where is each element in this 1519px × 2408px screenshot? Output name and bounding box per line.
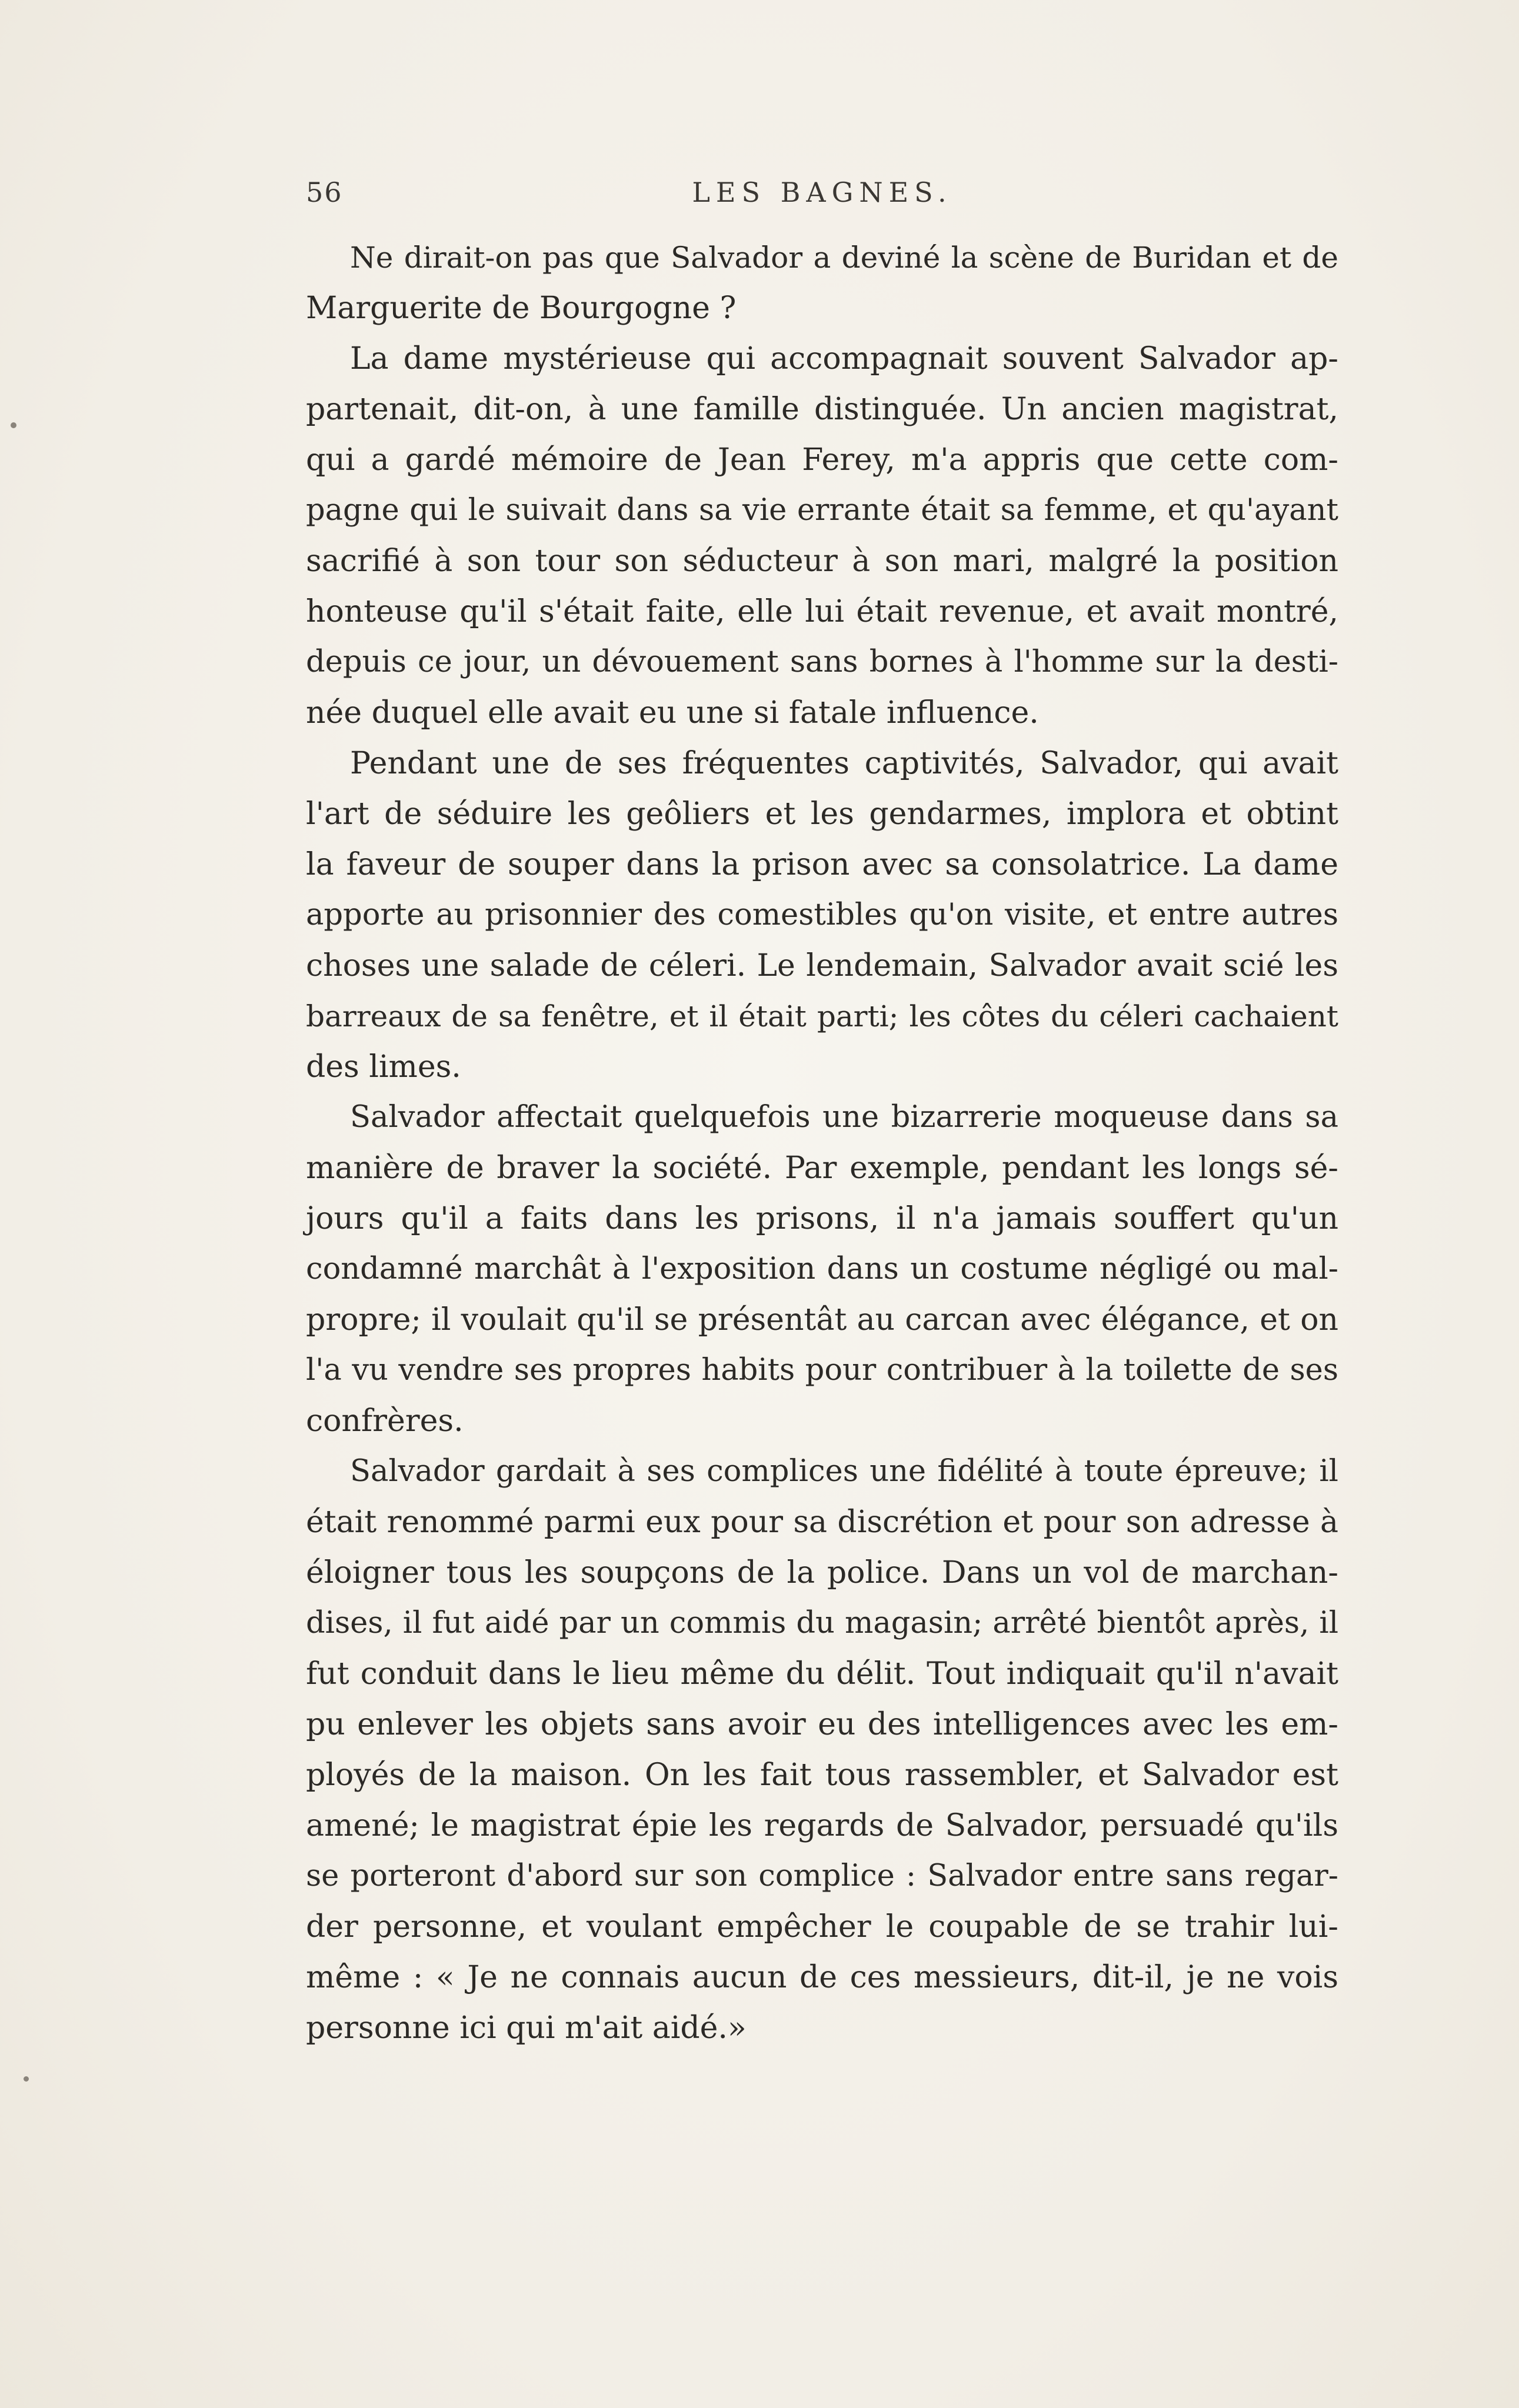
- text-line: condamné marchât à l'exposition dans un costume négligé ou mal-: [306, 1252, 1338, 1286]
- text-line: depuis ce jour, un dévouement sans bornes à l'homme sur la desti-: [306, 645, 1338, 679]
- text-line: partenait, dit-on, à une famille distinguée. Un ancien magistrat,: [306, 392, 1338, 427]
- text-line: choses une salade de céleri. Le lendemain, Salvador avait scié les: [306, 948, 1338, 983]
- text-line: La dame mystérieuse qui accompagnait souvent Salvador ap-: [350, 341, 1338, 376]
- text-line: l'a vu vendre ses propres habits pour contribuer à la toilette de ses: [306, 1353, 1338, 1388]
- text-line: confrères.: [306, 1403, 464, 1439]
- text-line: éloigner tous les soupçons de la police. Dans un vol de marchan-: [306, 1555, 1338, 1590]
- text-line: sacrifié à son tour son séducteur à son mari, malgré la position: [306, 543, 1338, 579]
- text-line: pu enlever les objets sans avoir eu des intelligences avec les em-: [306, 1707, 1338, 1742]
- page-number: 56: [306, 176, 343, 208]
- text-line: dises, il fut aidé par un commis du magasin; arrêté bientôt après, il: [306, 1606, 1338, 1640]
- text-line: Marguerite de Bourgogne ?: [306, 291, 737, 326]
- text-line: se porteront d'abord sur son complice : Salvador entre sans regar-: [306, 1859, 1338, 1893]
- text-line: der personne, et voulant empêcher le coupable de se trahir lui-: [306, 1909, 1338, 1945]
- text-line: amené; le magistrat épie les regards de Salvador, persuadé qu'ils: [306, 1808, 1338, 1843]
- text-line: qui a gardé mémoire de Jean Ferey, m'a appris que cette com-: [306, 442, 1338, 478]
- text-line: Salvador affectait quelquefois une bizarrerie moqueuse dans sa: [350, 1100, 1338, 1135]
- text-line: jours qu'il a faits dans les prisons, il n'a jamais souffert qu'un: [306, 1201, 1338, 1236]
- text-line: l'art de séduire les geôliers et les gendarmes, implora et obtint: [306, 796, 1338, 832]
- text-line: fut conduit dans le lieu même du délit. Tout indiquait qu'il n'avait: [306, 1656, 1338, 1692]
- running-title: LES BAGNES.: [692, 176, 952, 208]
- text-line: barreaux de sa fenêtre, et il était parti; les côtes du céleri cachaient: [306, 999, 1338, 1033]
- page-header: [306, 176, 1338, 224]
- text-line: des limes.: [306, 1049, 461, 1085]
- text-line: même : « Je ne connais aucun de ces messieurs, dit-il, je ne vois: [306, 1960, 1338, 1995]
- text-line: Pendant une de ses fréquentes captivités, Salvador, qui avait: [350, 746, 1338, 781]
- text-line: Ne dirait-on pas que Salvador a deviné la scène de Buridan et de: [350, 241, 1338, 275]
- text-line: honteuse qu'il s'était faite, elle lui était revenue, et avait montré,: [306, 594, 1338, 629]
- text-line: pagne qui le suivait dans sa vie errante était sa femme, et qu'ayant: [306, 493, 1338, 528]
- paper-speck: [11, 422, 16, 428]
- text-line: apporte au prisonnier des comestibles qu'on visite, et entre autres: [306, 898, 1338, 932]
- text-line: la faveur de souper dans la prison avec sa consolatrice. La dame: [306, 847, 1338, 882]
- text-line: était renommé parmi eux pour sa discrétion et pour son adresse à: [306, 1505, 1338, 1540]
- text-line: manière de braver la société. Par exemple, pendant les longs sé-: [306, 1150, 1338, 1186]
- text-line: née duquel elle avait eu une si fatale influence.: [306, 695, 1039, 731]
- text-line: ployés de la maison. On les fait tous rassembler, et Salvador est: [306, 1757, 1338, 1793]
- body-text: [306, 232, 1338, 2053]
- text-line: Salvador gardait à ses complices une fidélité à toute épreuve; il: [350, 1454, 1338, 1489]
- text-line: personne ici qui m'ait aidé.»: [306, 2010, 747, 2046]
- text-line: propre; il voulait qu'il se présentât au carcan avec élégance, et on: [306, 1302, 1338, 1338]
- paper-speck: [24, 2076, 29, 2082]
